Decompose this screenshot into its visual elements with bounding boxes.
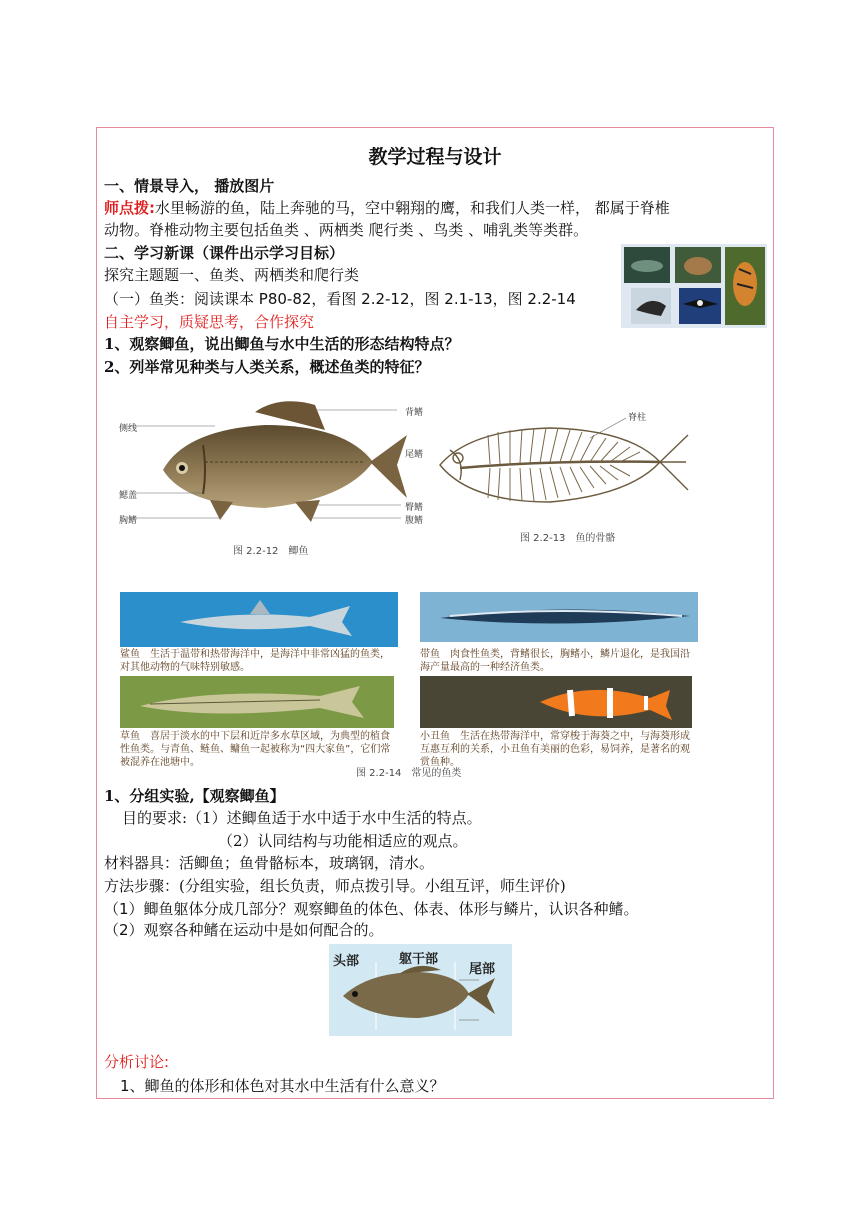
label-pectoral-fin: 胸鳍: [119, 516, 138, 526]
teacher-label: 师点拨:: [104, 199, 155, 217]
label-anal-fin: 臀鳍: [405, 503, 424, 513]
experiment-method: 方法步骤：(分组实验，组长负责，师点拨引导。小组互评，师生评价): [104, 877, 566, 895]
vertebrate-collage-image: [621, 244, 767, 328]
question-1: 1、观察鲫鱼，说出鲫鱼与水中生活的形态结构特点？: [104, 335, 460, 353]
caption-skeleton: 图 2.2-13 鱼的骨骼: [520, 533, 616, 544]
shark-description: 鲨鱼 生活于温带和热带海洋中，是海洋中非常凶猛的鱼类，对其他动物的气味特别敏感。: [120, 649, 390, 673]
ribbonfish-image: [420, 592, 698, 642]
experiment-goal-1: 目的要求:（1）述鲫鱼适于水中适于水中生活的特点。: [122, 809, 482, 827]
clownfish-description: 小丑鱼 生活在热带海洋中，常穿梭于海葵之中，与海葵形成互惠互利的关系，小丑鱼有美丽的色彩，易饲养，是著名的观赏鱼种。: [420, 731, 690, 768]
label-dorsal-fin: 背鳍: [405, 408, 424, 418]
grass-carp-description: 草鱼 喜居于淡水的中下层和近岸多水草区域，为典型的植食性鱼类。与青鱼、鲢鱼、鳙鱼一起被称为“四大家鱼”，它们常被混养在池塘中。: [120, 731, 391, 768]
shark-image: [120, 592, 398, 647]
label-gill-cover: 鳃盖: [119, 491, 138, 501]
section1-heading: 一、情景导入， 播放图片: [104, 177, 275, 195]
label-head: 头部: [333, 954, 360, 969]
figure-carp: [115, 390, 433, 560]
caption-carp: 图 2.2-12 鲫鱼: [233, 546, 309, 557]
experiment-step-2: （2）观察各种鳍在运动中是如何配合的。: [104, 921, 384, 939]
experiment-heading: 1、分组实验,【观察鲫鱼】: [104, 787, 285, 805]
teacher-guidance-line1: 师点拨:水里畅游的鱼，陆上奔驰的马，空中翱翔的鹰，和我们人类一样， 都属于脊椎: [104, 199, 670, 217]
label-tail: 尾部: [469, 962, 496, 977]
figure-fish-skeleton: [430, 390, 698, 560]
ribbonfish-description: 带鱼 肉食性鱼类，背鳍很长，胸鳍小，鳞片退化，是我国沿海产量最高的一种经济鱼类。: [420, 649, 690, 673]
experiment-goal-2: （2）认同结构与功能相适应的观点。: [218, 832, 468, 850]
label-spine: 脊柱: [628, 413, 647, 423]
section2-heading: 二、学习新课（课件出示学习目标）: [104, 244, 345, 262]
label-lateral-line: 侧线: [119, 424, 138, 434]
reading-line: （一）鱼类：阅读课本 P80-82，看图 2.2-12，图 2.1-13，图 2.2-14: [104, 290, 576, 308]
experiment-materials: 材料器具：活鲫鱼；鱼骨骼标本，玻璃钢，清水。: [104, 854, 435, 872]
self-study-line: 自主学习，质疑思考，合作探究: [104, 313, 315, 331]
label-trunk: 躯干部: [399, 952, 439, 967]
experiment-step-1: （1）鲫鱼躯体分成几部分？观察鲫鱼的体色、体表、体形与鳞片，认识各种鳍。: [104, 900, 639, 918]
page-title: 教学过程与设计: [368, 146, 502, 168]
discussion-label: 分析讨论:: [104, 1053, 170, 1071]
label-pelvic-fin: 腹鳍: [405, 516, 424, 526]
question-2: 2、列举常见种类与人类关系，概述鱼类的特征？: [104, 358, 430, 376]
caption-common-fishes: 图 2.2-14 常见的鱼类: [356, 768, 462, 779]
teacher-guidance-line2: 动物。脊椎动物主要包括鱼类 、两栖类 爬行类 、鸟类 、哺乳类等类群。: [104, 221, 589, 239]
clownfish-image: [420, 676, 692, 728]
discussion-question-1: 1、鲫鱼的体形和体色对其水中生活有什么意义？: [120, 1077, 445, 1095]
figure-fish-parts: [329, 944, 512, 1036]
topic-line: 探究主题题一、鱼类、两栖类和爬行类: [104, 266, 360, 284]
grass-carp-image: [120, 676, 394, 728]
label-caudal-fin: 尾鳍: [405, 450, 424, 460]
